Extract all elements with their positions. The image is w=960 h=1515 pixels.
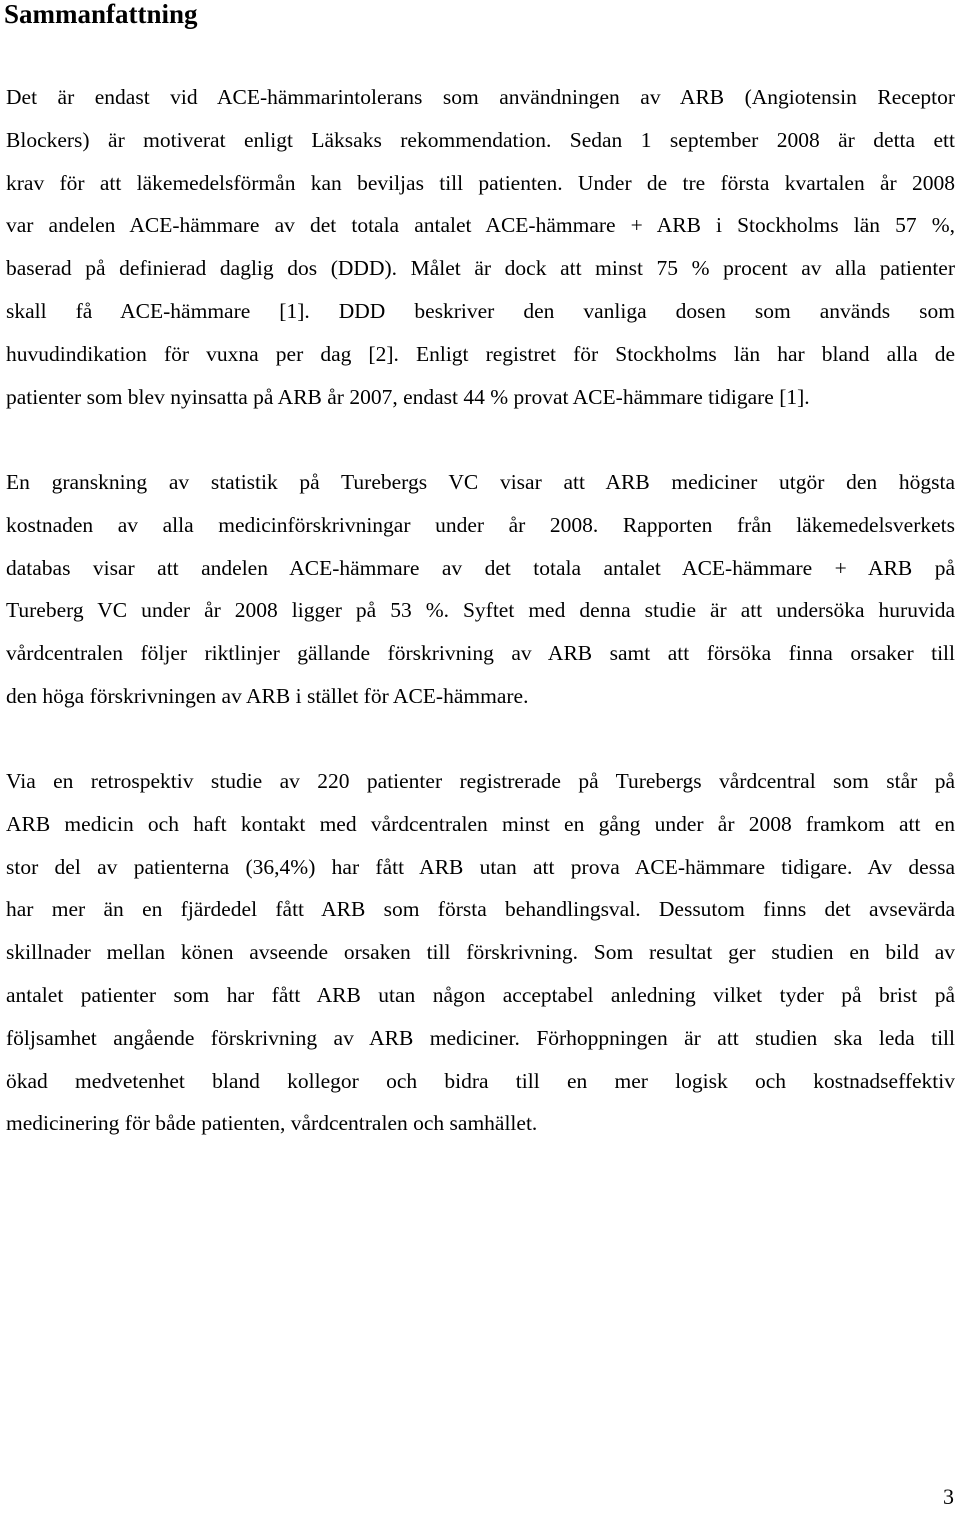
paragraph-2-line: vårdcentralen följer riktlinjer gällande förskrivning av ARB samt att försöka finna orsaker till (6, 641, 955, 665)
paragraph-2-line: databas visar att andelen ACE-hämmare av det totala antalet ACE-hämmare + ARB på (6, 556, 955, 580)
paragraph-2-line: En granskning av statistik på Turebergs VC visar att ARB mediciner utgör den högsta (6, 470, 955, 494)
paragraph-1-line: var andelen ACE-hämmare av det totala antalet ACE-hämmare + ARB i Stockholms län 57 %, (6, 213, 955, 237)
paragraph-1-line: skall få ACE-hämmare [1]. DDD beskriver den vanliga dosen som används som (6, 299, 955, 323)
paragraph-3-line: medicinering för både patienten, vårdcentralen och samhället. (6, 1111, 538, 1135)
paragraph-3-line: ökad medvetenhet bland kollegor och bidra till en mer logisk och kostnadseffektiv (6, 1069, 955, 1093)
paragraph-3-line: Via en retrospektiv studie av 220 patienter registrerade på Turebergs vårdcentral som står på (6, 769, 955, 793)
paragraph-3-line: skillnader mellan könen avseende orsaken till förskrivning. Som resultat ger studien en bild av (6, 940, 955, 964)
paragraph-1-line: baserad på definierad daglig dos (DDD). Målet är dock att minst 75 % procent av alla patienter (6, 256, 955, 280)
paragraph-3-line: stor del av patienterna (36,4%) har fått ARB utan att prova ACE-hämmare tidigare. Av dessa (6, 855, 955, 879)
paragraph-3-line: följsamhet angående förskrivning av ARB mediciner. Förhoppningen är att studien ska leda till (6, 1026, 955, 1050)
paragraph-1-line: krav för att läkemedelsförmån kan beviljas till patienten. Under de tre första kvartalen år 2008 (6, 171, 955, 195)
paragraph-1-line: huvudindikation för vuxna per dag [2]. Enligt registret för Stockholms län har bland alla de (6, 342, 955, 366)
paragraph-1-line: Det är endast vid ACE-hämmarintolerans som användningen av ARB (Angiotensin Receptor (6, 85, 955, 109)
paragraph-3-line: antalet patienter som har fått ARB utan någon acceptabel anledning vilket tyder på brist på (6, 983, 955, 1007)
paragraph-2-line: den höga förskrivningen av ARB i stället för ACE-hämmare. (6, 684, 529, 708)
paragraph-1-line: patienter som blev nyinsatta på ARB år 2007, endast 44 % provat ACE-hämmare tidigare [1]. (6, 385, 810, 409)
paragraph-3-line: ARB medicin och haft kontakt med vårdcentralen minst en gång under år 2008 framkom att en (6, 812, 955, 836)
page-number: 3 (943, 1484, 954, 1509)
paragraph-2-line: Tureberg VC under år 2008 ligger på 53 %. Syftet med denna studie är att undersöka huruvida (6, 598, 955, 622)
paragraph-3-line: har mer än en fjärdedel fått ARB som första behandlingsval. Dessutom finns det avsevärda (6, 897, 955, 921)
paragraph-1-line: Blockers) är motiverat enligt Läksaks rekommendation. Sedan 1 september 2008 är detta ett (6, 128, 955, 152)
paragraph-2-line: kostnaden av alla medicinförskrivningar under år 2008. Rapporten från läkemedelsverkets (6, 513, 955, 537)
section-heading: Sammanfattning (4, 0, 198, 29)
